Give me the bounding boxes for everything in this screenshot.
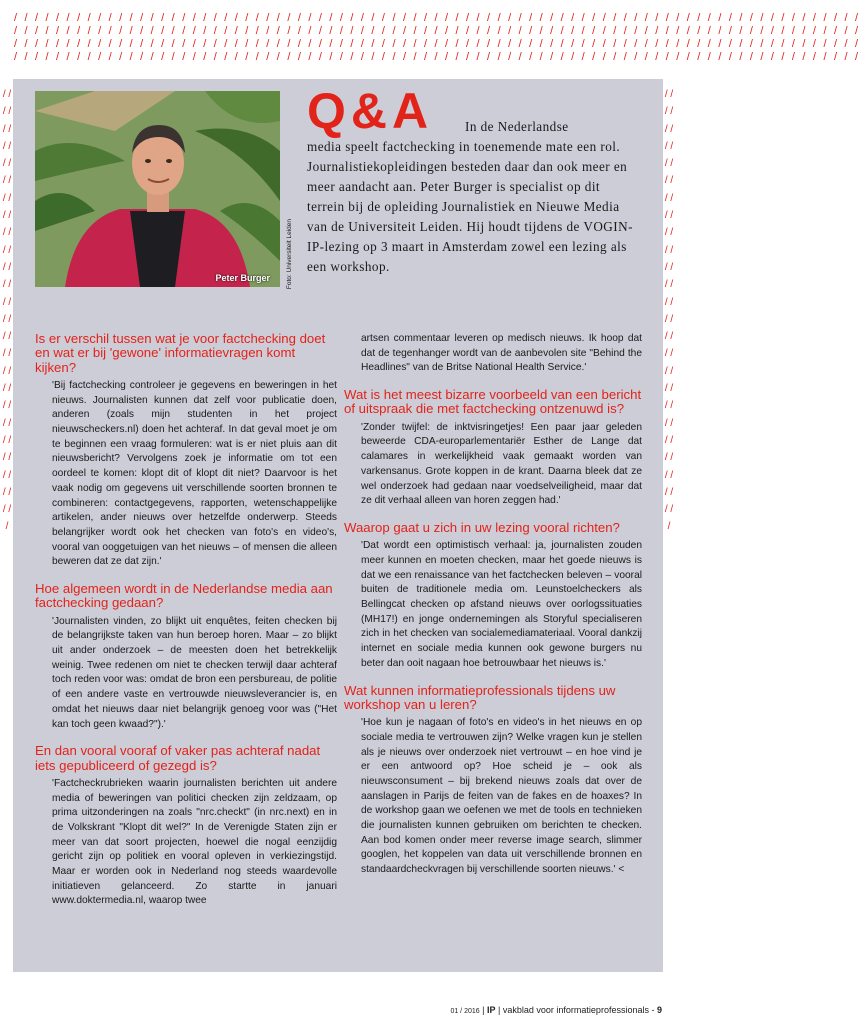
footer-brand: IP (487, 1005, 496, 1015)
question-heading: En dan vooral vooraf of vaker pas achteraf nadat iets gepubliceerd of gezegd is? (35, 743, 321, 773)
footer-tagline: vakblad voor informatieprofessionals (502, 1005, 649, 1015)
footer-separator: | (498, 1005, 503, 1015)
slash-row-3: / / / / / / / / / / / / / / / / / / / / / / / / / / / / / / / / / / / / / / / / / / / / / / / / / / / / / / / / / / / / / / / / / / / / / / / / / / / / / / / / / (14, 38, 860, 50)
slash-row-2: / / / / / / / / / / / / / / / / / / / / / / / / / / / / / / / / / / / / / / / / / / / / / / / / / / / / / / / / / / / / / / / / / / / / / / / / / / / / / / / / / (14, 25, 860, 37)
slash-border-right: / / / / / / / / / / / / / / / / / / / / / / / / / / / / / / / / / / / / / / / / / / / / / / / / / / / (664, 89, 674, 533)
answer-paragraph: 'Dat wordt een optimistisch verhaal: ja, journalisten zouden meer kunnen en moeten checken, maar het goede nieuws is dat we een renaissance van het factchecken beleven – vooral buiten de traditionele media om. Leunstoelcheckers als Bellingcat checken op afstand nieuws over oorlogssituaties (MH17!) en jonge ondernemingen als Storyful specialiseren zich in het checken van socialemediamateriaal. Vooral dankzij internet en sociale media kunnen ook gewone burgers nu beter dan ooit nagaan hoe betrouwbaar het nieuws is.' (361, 540, 642, 669)
footer-separator: | (482, 1005, 488, 1015)
answer-continuation: artsen commentaar leveren op medisch nieuws. Ik hoop dat dat de tegenhanger wordt van de aanbevolen site "Behind the Headlines" van de Britse National Health Service.' (361, 333, 642, 374)
answer-paragraph: 'Hoe kun je nagaan of foto's en video's in het nieuws en op sociale media te vertrouwen zijn? Welke vragen kun je stellen als je nieuws over onderzoek niet vertrouwt – en hoe vind je er een antwoord op? Hoe scheid je – ook als nieuwsconsument – bij brekend nieuws zoals dat over de aanslagen in Parijs de feiten van de fakes en de hoaxes? In de workshop gaan we oefenen we met de tools en technieken die journalisten kunnen gebruiken om berichten te checken. Aan bod komen onder meer reverse image search, slimmer googlen, het koppelen van data uit verschillende bronnen en standaardcheckvragen bij verschillende soorten nieuws.' < (361, 717, 642, 876)
answer-paragraph: 'Factcheckrubrieken waarin journalisten berichten uit andere media of beweringen van politici checken zijn zeldzaam, op prima uitzonderingen na zoals "nrc.checkt" (in nrc.next) en in de Volkskrant "Klopt dit wel?" In de Verenigde Staten zijn er meer van dat soort projecten, hoewel die nogal eenzijdig gericht zijn op politiek en vooral opleven in verkiezingstijd. Maar er worden ook in Nederland nog steeds waardevolle initiatieven gelanceerd. Zo startte in januari www.doktermedia.nl, waarop twee (52, 777, 337, 907)
footer-separator: - (651, 1005, 657, 1015)
article-panel (13, 79, 663, 972)
footer-page-number: 9 (656, 1005, 662, 1015)
portrait-illustration (35, 91, 280, 287)
photo-credit: Foto: Universiteit Leiden (286, 219, 293, 290)
question-heading: Wat kunnen informatieprofessionals tijdens uw workshop van u leren? (344, 682, 616, 712)
question-heading: Is er verschil tussen wat je voor factchecking doet en wat er bij 'gewone' informatievragen komt kijken? (35, 331, 326, 375)
answer-paragraph: 'Journalisten vinden, zo blijkt uit enquêtes, feiten checken bij de belangrijkste taken van hun beroep horen. Maar – zo blijkt uit ander onderzoek – de meesten doen het betrekkelijk weinig. Twee redenen om niet te checken terwijl daar achteraf toch reden voor was: omdat de bron een persbureau, de politie of een andere vaste en vertrouwde nieuwsleverancier is, en omdat het nieuws daar niet belangrijk genoeg voor was ("Het kan toch geen kwaad?").' (52, 615, 337, 730)
intro-first-line: In de Nederlandse (465, 119, 569, 134)
footer-issue: 01 / 2016 (450, 1008, 480, 1015)
portrait-photo (35, 91, 280, 287)
answer-paragraph: 'Zonder twijfel: de inktvisringetjes! Een paar jaar geleden beweerde CDA-europarlementariër Esther de Lange dat calamares in werkelijkheid vaak gemaakt worden van varkensanus. Grote koppen in de krant. Daarna bleek dat ze wel onderzoek had gedaan naar voedselveiligheid, maar dat ze dit verhaal alleen van horen zeggen had.' (361, 421, 642, 507)
photo-caption: Peter Burger (215, 273, 270, 283)
intro-paragraph (307, 117, 633, 277)
question-heading: Waarop gaat u zich in uw lezing vooral richten? (344, 519, 620, 535)
question-heading: Hoe algemeen wordt in de Nederlandse media aan factchecking gedaan? (35, 581, 333, 611)
slash-row-1: / / / / / / / / / / / / / / / / / / / / / / / / / / / / / / / / / / / / / / / / / / / / / / / / / / / / / / / / / / / / / / / / / / / / / / / / / / / / / / / / / (14, 12, 860, 24)
question-heading: Wat is het meest bizarre voorbeeld van een bericht of uitspraak die met factchecking ontzenuwd is? (344, 387, 642, 417)
answer-paragraph: 'Bij factchecking controleer je gegevens en beweringen in het nieuws. Journalisten kunnen dat zelf voor publicatie doen, anderen (zoals mijn studenten in het project nieuwscheckers.nl) doen het achteraf. In dat geval moet je om te beginnen een vraag formuleren: wat is er niet pluis aan dit nieuwsbericht? Vervolgens zoek je informatie om tot een oordeel te komen: klopt dit of klopt dit niet? Daarvoor is het vaak nodig om gegevens uit verschillende soorten bronnen te combineren: contactgegevens, rapporten, wetenschappelijke artikelen, ander nieuws over hetzelfde onderwerp. Steeds belangrijker wordt ook het checken van foto's en video's, vooral van ooggetuigen van het nieuws – of mensen die alleen beweren dat ze dat zijn.' (52, 379, 337, 568)
slash-row-4: / / / / / / / / / / / / / / / / / / / / / / / / / / / / / / / / / / / / / / / / / / / / / / / / / / / / / / / / / / / / / / / / / / / / / / / / / / / / / / / / / (14, 51, 860, 63)
right-column (344, 332, 642, 890)
article-title: Q&A (307, 83, 434, 139)
intro-body: media speelt factchecking in toenemende mate een rol. Journalistiekopleidingen besteden daar dan ook meer en meer aandacht aan. Peter Burger is specialist op dit terrein bij de opleiding Journalistiek en Nieuwe Media van de Universiteit Leiden. Hij houdt tijdens de VOGIN-IP-lezing op 3 maart in Amsterdam zowel een lezing als een workshop. (307, 139, 633, 274)
page-footer (450, 1005, 662, 1015)
left-column (35, 332, 337, 921)
slash-border-left: / / / / / / / / / / / / / / / / / / / / / / / / / / / / / / / / / / / / / / / / / / / / / / / / / / / (2, 89, 12, 533)
